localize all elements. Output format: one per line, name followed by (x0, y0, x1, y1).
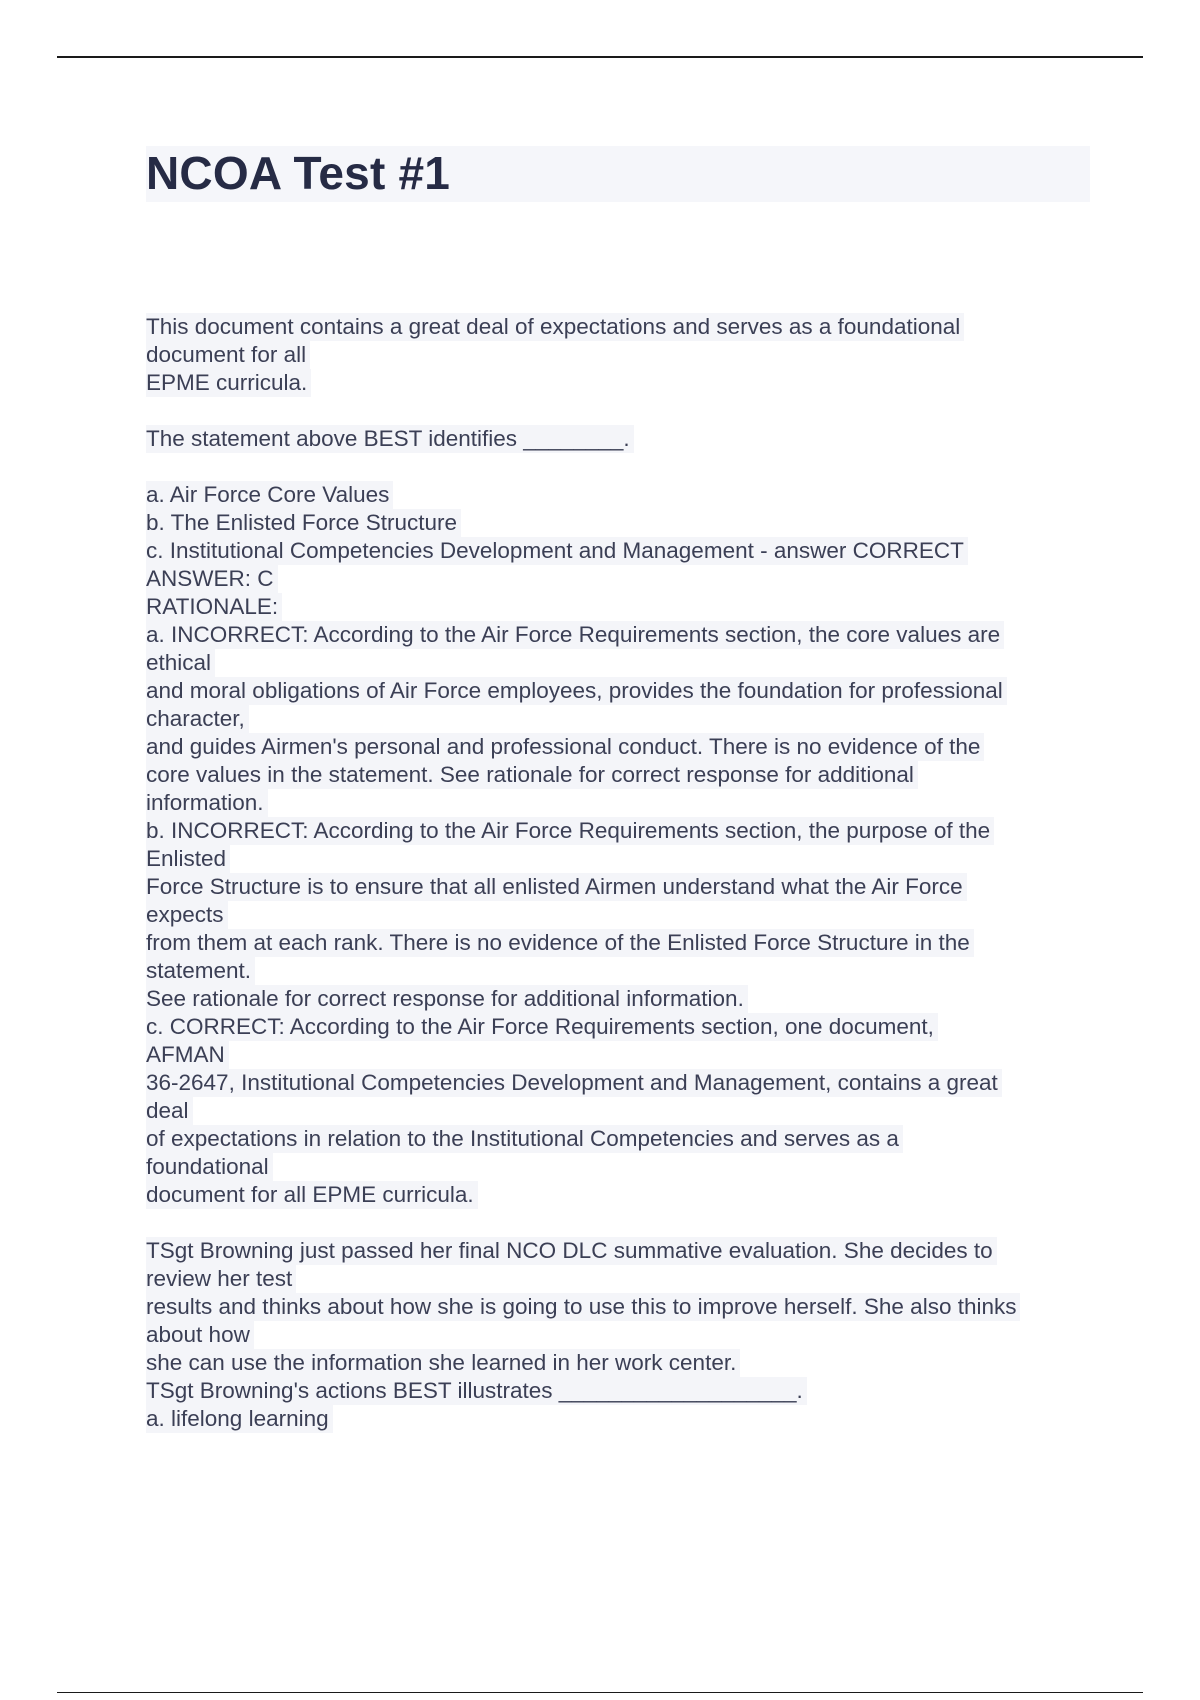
option-a: a. Air Force Core Values (146, 481, 393, 509)
text-line: EPME curricula. (146, 369, 311, 397)
footer-rule (57, 1692, 1143, 1693)
text-line: RATIONALE: (146, 593, 282, 621)
question-1-options (146, 481, 1096, 565)
text-line: c. CORRECT: According to the Air Force Requirements section, one document, (146, 1013, 938, 1041)
option-c: c. Institutional Competencies Development and Management - answer CORRECT (146, 537, 968, 565)
text-line: Enlisted (146, 845, 230, 873)
text-line: Force Structure is to ensure that all enlisted Airmen understand what the Air Force (146, 873, 967, 901)
text-line: document for all (146, 341, 310, 369)
text-line: review her test (146, 1265, 296, 1293)
text-line: information. (146, 789, 268, 817)
question-2-prompt: TSgt Browning's actions BEST illustrates ___________________. (146, 1377, 807, 1405)
spacer (146, 453, 1096, 481)
option-b: b. The Enlisted Force Structure (146, 509, 461, 537)
text-line: foundational (146, 1153, 273, 1181)
text-line: See rationale for correct response for additional information. (146, 985, 748, 1013)
text-line: document for all EPME curricula. (146, 1181, 478, 1209)
document-body (146, 313, 1096, 1433)
text-line: This document contains a great deal of expectations and serves as a foundational (146, 313, 964, 341)
page-title: NCOA Test #1 (146, 147, 451, 199)
text-line: character, (146, 705, 249, 733)
text-line: and guides Airmen's personal and professional conduct. There is no evidence of the (146, 733, 984, 761)
text-line: about how (146, 1321, 254, 1349)
text-line: she can use the information she learned in her work center. (146, 1349, 740, 1377)
text-line: b. INCORRECT: According to the Air Force Requirements section, the purpose of the (146, 817, 994, 845)
text-line: and moral obligations of Air Force employees, provides the foundation for professional (146, 677, 1007, 705)
question-1-prompt: The statement above BEST identifies ________. (146, 425, 634, 453)
text-line: of expectations in relation to the Institutional Competencies and serves as a (146, 1125, 903, 1153)
text-line: results and thinks about how she is going to use this to improve herself. She also thinks (146, 1293, 1020, 1321)
text-line: ethical (146, 649, 215, 677)
text-line: a. INCORRECT: According to the Air Force Requirements section, the core values are (146, 621, 1004, 649)
text-line: core values in the statement. See rationale for correct response for additional (146, 761, 918, 789)
question-1-stem (146, 313, 1096, 397)
spacer (146, 397, 1096, 425)
text-line: TSgt Browning just passed her final NCO DLC summative evaluation. She decides to (146, 1237, 997, 1265)
question-2 (146, 1237, 1096, 1433)
text-line: 36-2647, Institutional Competencies Development and Management, contains a great (146, 1069, 1002, 1097)
spacer (146, 1209, 1096, 1237)
text-line: statement. (146, 957, 255, 985)
option-a: a. lifelong learning (146, 1405, 333, 1433)
text-line: expects (146, 901, 228, 929)
question-1 (146, 313, 1096, 1209)
question-1-rationale (146, 565, 1096, 1209)
text-line: ANSWER: C (146, 565, 278, 593)
text-line: from them at each rank. There is no evidence of the Enlisted Force Structure in the (146, 929, 974, 957)
text-line: deal (146, 1097, 193, 1125)
text-line: AFMAN (146, 1041, 229, 1069)
header-rule (57, 56, 1143, 58)
